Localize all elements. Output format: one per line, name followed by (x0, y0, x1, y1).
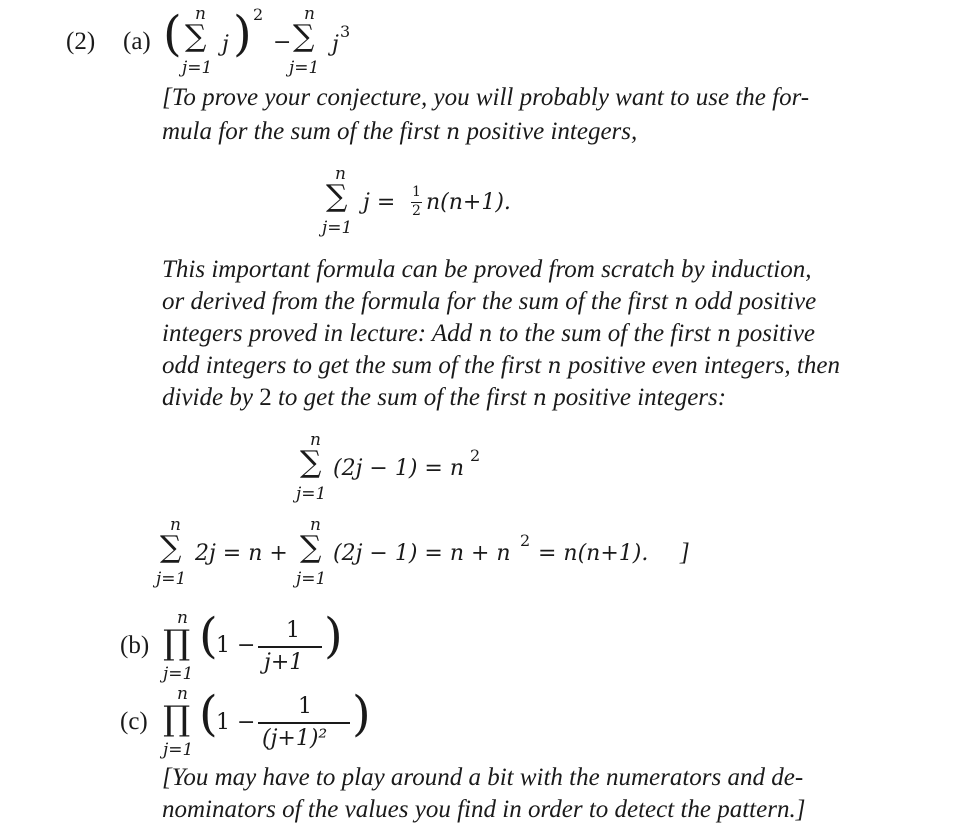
b-lower: j=1 (163, 664, 194, 684)
hint-a-line2: mula for the sum of the first n positive integers, (162, 118, 638, 145)
b-pi: ∏ (163, 623, 191, 663)
f3-lower1: j=1 (156, 569, 187, 589)
j-right: j (332, 32, 339, 57)
f1-body: j = (363, 190, 396, 215)
explanation-line2: or derived from the formula for the sum of the first n odd positive (162, 288, 817, 315)
c-one-minus: 1 − (216, 710, 256, 735)
right-paren: ) (233, 6, 252, 62)
f1-half-den: 2 (412, 203, 421, 219)
c-upper: n (177, 684, 188, 704)
f1-half-num: 1 (412, 184, 421, 200)
c-rparen: ) (352, 686, 371, 742)
sum-upper-left: n (195, 4, 206, 24)
c-frac-bar (258, 722, 350, 724)
part-c-label: (c) (120, 708, 148, 735)
f1-rest: n(n+1). (426, 190, 511, 215)
b-frac-bar (258, 646, 322, 648)
c-num: 1 (298, 694, 312, 719)
f2-sigma: ∑ (300, 445, 322, 480)
f3-sigma2: ∑ (300, 530, 322, 565)
cube: 3 (340, 22, 351, 41)
f3-body3: = n(n+1). (538, 541, 649, 566)
f3-sigma1: ∑ (160, 530, 182, 565)
b-lparen: ( (199, 608, 218, 664)
explanation-line5: divide by 2 to get the sum of the first n positive integers: (162, 384, 727, 411)
explanation-line3: integers proved in lecture: Add n to the sum of the first n positive (162, 320, 816, 347)
part-a-label: (a) (123, 28, 151, 55)
f3-body2: (2j − 1) = n + n (333, 541, 511, 566)
f3-body1: 2j = n + (195, 541, 288, 566)
f2-body: (2j − 1) = n (333, 456, 464, 481)
b-den: j+1 (264, 650, 304, 675)
f2-lower: j=1 (296, 484, 327, 504)
f3-lower2: j=1 (296, 569, 327, 589)
f3-bracket: ] (680, 539, 690, 566)
b-num: 1 (286, 618, 300, 643)
j-left: j (222, 32, 229, 57)
explanation-line1: This important formula can be proved from scratch by induction, (162, 256, 812, 283)
problem-number: (2) (66, 28, 96, 55)
b-upper: n (177, 608, 188, 628)
f3-sq: 2 (520, 531, 531, 550)
f2-sq: 2 (470, 446, 481, 465)
sum-lower-right: j=1 (289, 58, 320, 78)
b-rparen: ) (324, 608, 343, 664)
left-paren: ( (163, 6, 182, 62)
f3-upper1: n (170, 515, 181, 535)
f2-upper: n (310, 430, 321, 450)
f1-upper: n (335, 164, 346, 184)
hint-c-line2: nominators of the values you find in order to detect the pattern.] (162, 796, 806, 823)
sum-lower-left: j=1 (182, 58, 213, 78)
hint-a-line1: [To prove your conjecture, you will probably want to use the for- (162, 84, 810, 111)
power-2: 2 (253, 5, 264, 24)
b-one-minus: 1 − (216, 633, 256, 658)
sigma-right: ∑ (293, 19, 315, 54)
f3-upper2: n (310, 515, 321, 535)
part-b-label: (b) (120, 632, 150, 659)
c-lparen: ( (199, 686, 218, 742)
hint-c-line1: [You may have to play around a bit with the numerators and de- (162, 764, 804, 791)
minus-sign: − (273, 30, 292, 55)
f1-sigma: ∑ (326, 179, 348, 214)
c-lower: j=1 (163, 740, 194, 760)
sigma-left: ∑ (185, 19, 207, 54)
f1-lower: j=1 (322, 218, 353, 238)
sum-upper-right: n (304, 4, 315, 24)
c-den: (j+1)² (262, 726, 328, 751)
explanation-line4: odd integers to get the sum of the first n positive even integers, then (162, 352, 840, 379)
c-pi: ∏ (163, 699, 191, 739)
